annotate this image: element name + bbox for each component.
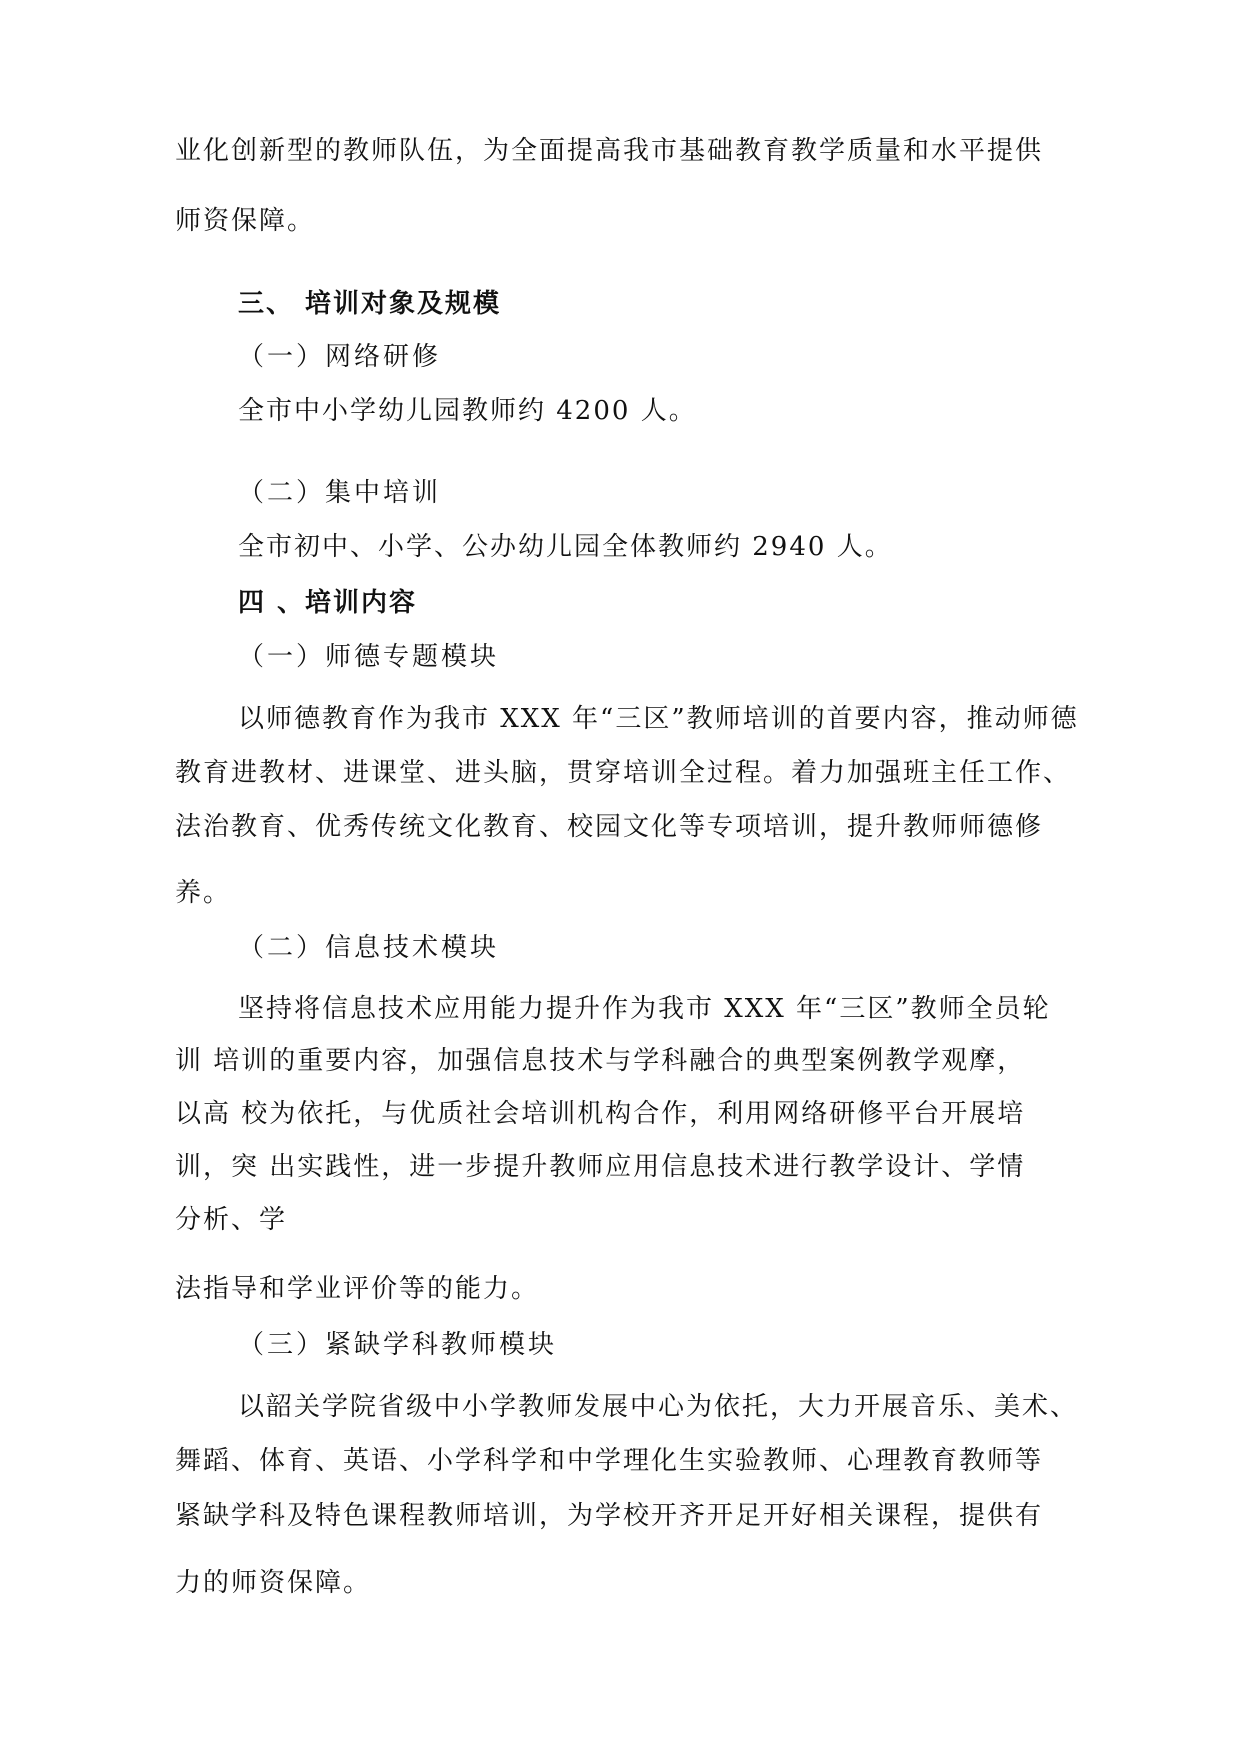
section-heading: 三、 培训对象及规模 <box>238 289 502 319</box>
paragraph-line: 师资保障。 <box>175 206 316 236</box>
paragraph-line: 分析、学 <box>175 1205 288 1235</box>
paragraph-line: 教育进教材、进课堂、进头脑，贯穿培训全过程。着力加强班主任工作、 <box>175 758 1072 788</box>
subsection-heading: （三）紧缺学科教师模块 <box>238 1330 558 1360</box>
subsection-heading: （一）网络研修 <box>238 342 442 372</box>
paragraph-line: 坚持将信息技术应用能力提升作为我市 XXX 年“三区”教师全员轮 <box>238 994 1051 1024</box>
paragraph-line: 以高 校为依托，与优质社会培训机构合作，利用网络研修平台开展培 <box>175 1099 1026 1129</box>
paragraph-line: 训 培训的重要内容，加强信息技术与学科融合的典型案例教学观摩， <box>175 1046 1026 1076</box>
paragraph-line: 以师德教育作为我市 XXX 年“三区”教师培训的首要内容，推动师德 <box>238 704 1079 734</box>
subsection-heading: （二）集中培训 <box>238 478 442 508</box>
paragraph-line: 法指导和学业评价等的能力。 <box>175 1274 540 1304</box>
paragraph-line: 舞蹈、体育、英语、小学科学和中学理化生实验教师、心理教育教师等 <box>175 1446 1044 1476</box>
paragraph-line: 力的师资保障。 <box>175 1568 372 1598</box>
subsection-heading: （二）信息技术模块 <box>238 933 500 963</box>
paragraph-line: 养。 <box>175 878 232 908</box>
paragraph-line: 业化创新型的教师队伍，为全面提高我市基础教育教学质量和水平提供 <box>175 136 1044 166</box>
paragraph-line: 全市初中、小学、公办幼儿园全体教师约 2940 人。 <box>238 532 893 562</box>
paragraph-line: 全市中小学幼儿园教师约 4200 人。 <box>238 396 697 426</box>
section-heading: 四 、培训内容 <box>238 588 418 618</box>
paragraph-line: 紧缺学科及特色课程教师培训，为学校开齐开足开好相关课程，提供有 <box>175 1501 1044 1531</box>
paragraph-line: 训，突 出实践性，进一步提升教师应用信息技术进行教学设计、学情 <box>175 1152 1026 1182</box>
paragraph-line: 以韶关学院省级中小学教师发展中心为依托，大力开展音乐、美术、 <box>238 1392 1079 1422</box>
subsection-heading: （一）师德专题模块 <box>238 642 500 672</box>
paragraph-line: 法治教育、优秀传统文化教育、校园文化等专项培训，提升教师师德修 <box>175 812 1044 842</box>
